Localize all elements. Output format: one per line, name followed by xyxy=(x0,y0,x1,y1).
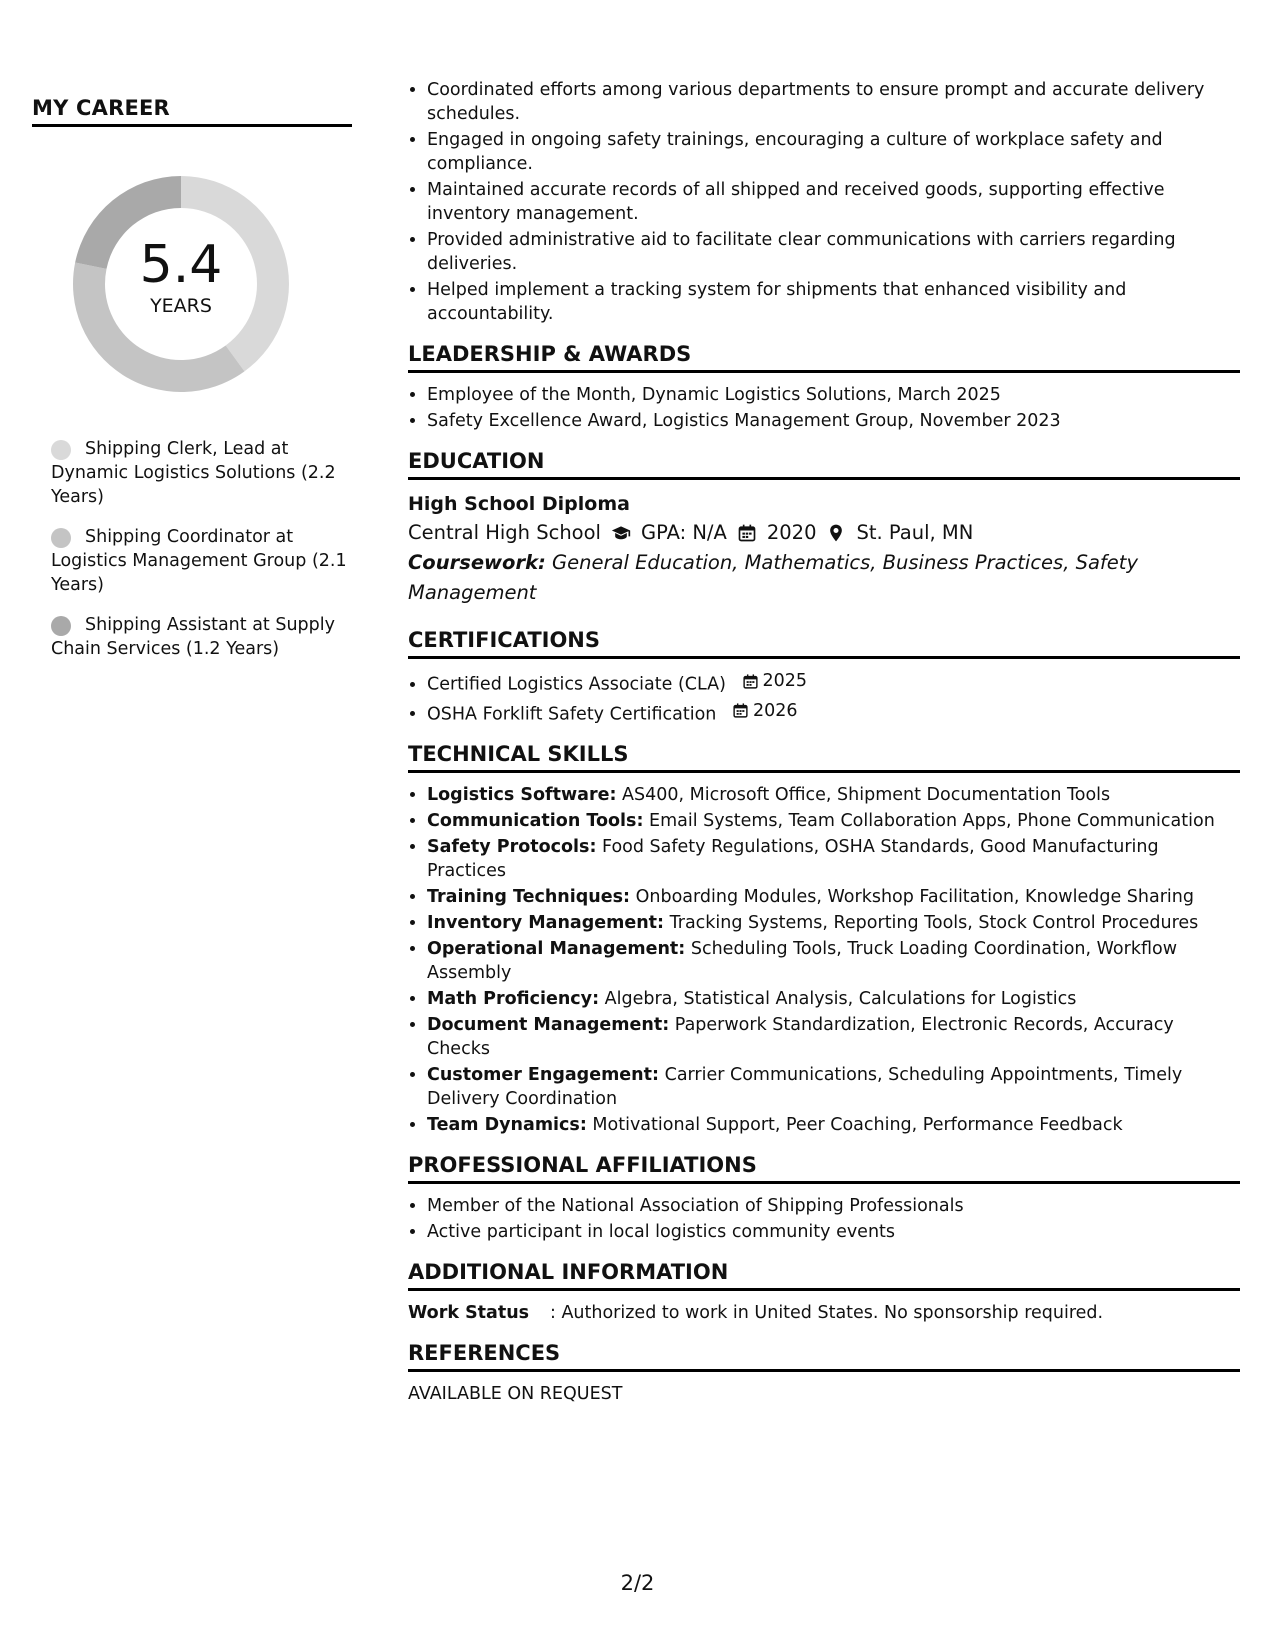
certification-year: 2026 xyxy=(752,700,798,721)
affiliations-section-title: PROFESSIONAL AFFILIATIONS xyxy=(408,1153,1240,1184)
education-details xyxy=(408,518,1240,548)
legend-dot-job-1 xyxy=(51,440,71,460)
skill-item xyxy=(427,937,1240,985)
skill-values: Onboarding Modules, Workshop Facilitation, Knowledge Sharing xyxy=(635,887,1194,907)
skill-category: Customer Engagement: xyxy=(427,1065,660,1085)
skill-item xyxy=(427,1013,1240,1061)
skill-values: Email Systems, Team Collaboration Apps, Phone Communication xyxy=(649,811,1215,831)
skill-item xyxy=(427,1063,1240,1111)
certification-date xyxy=(732,699,798,723)
certifications-list xyxy=(408,669,1240,726)
legend-label-job-1: Shipping Clerk, Lead at Dynamic Logistics Solutions (2.2 Years) xyxy=(51,439,336,507)
experience-bullet: • Engaged in ongoing safety trainings, encouraging a culture of workplace safety and compliance. xyxy=(427,128,1240,176)
calendar-icon xyxy=(732,702,749,719)
affiliations-list xyxy=(408,1194,1240,1244)
work-status-row xyxy=(408,1301,1240,1325)
skill-category: Training Techniques: xyxy=(427,887,631,907)
work-status-label: Work Status xyxy=(408,1303,530,1323)
legend-dot-job-2 xyxy=(51,528,71,548)
skill-values: AS400, Microsoft Office, Shipment Documentation Tools xyxy=(622,785,1111,805)
skill-category: Inventory Management: xyxy=(427,913,665,933)
career-legend xyxy=(32,437,351,661)
skill-item xyxy=(427,783,1240,807)
certification-item xyxy=(427,699,1240,727)
experience-bullet-list xyxy=(408,78,1240,326)
skill-item xyxy=(427,835,1240,883)
skill-item xyxy=(427,911,1240,935)
skill-category: Operational Management: xyxy=(427,939,686,959)
coursework-label: Coursework: xyxy=(408,551,546,574)
main-content xyxy=(408,78,1240,1406)
total-years-value: 5.4 xyxy=(139,235,223,295)
career-sidebar xyxy=(32,96,352,677)
experience-bullet: • Provided administrative aid to facilitate clear communications with carriers regarding deliveries. xyxy=(427,228,1240,276)
education-year: 2020 xyxy=(766,521,817,544)
skill-item xyxy=(427,885,1240,909)
education-location: St. Paul, MN xyxy=(856,521,974,544)
career-donut-chart xyxy=(66,169,296,399)
award-item: • Safety Excellence Award, Logistics Management Group, November 2023 xyxy=(427,409,1240,433)
award-item: • Employee of the Month, Dynamic Logistics Solutions, March 2025 xyxy=(427,383,1240,407)
leadership-list xyxy=(408,383,1240,433)
certification-name: OSHA Forklift Safety Certification xyxy=(427,704,717,724)
education-school: Central High School xyxy=(408,521,601,544)
leadership-section-title: LEADERSHIP & AWARDS xyxy=(408,342,1240,373)
skill-item xyxy=(427,987,1240,1011)
skill-values: Motivational Support, Peer Coaching, Performance Feedback xyxy=(592,1115,1123,1135)
experience-bullet: • Maintained accurate records of all shipped and received goods, supporting effective inventory management. xyxy=(427,178,1240,226)
experience-bullet: • Coordinated efforts among various departments to ensure prompt and accurate delivery schedules. xyxy=(427,78,1240,126)
skill-category: Document Management: xyxy=(427,1015,670,1035)
skill-category: Safety Protocols: xyxy=(427,837,597,857)
certifications-section-title: CERTIFICATIONS xyxy=(408,628,1240,659)
additional-section-title: ADDITIONAL INFORMATION xyxy=(408,1260,1240,1291)
skill-category: Math Proficiency: xyxy=(427,989,600,1009)
skills-list xyxy=(408,783,1240,1137)
certification-name: Certified Logistics Associate (CLA) xyxy=(427,674,726,695)
experience-bullet: • Helped implement a tracking system for shipments that enhanced visibility and accountability. xyxy=(427,278,1240,326)
calendar-icon xyxy=(742,673,759,690)
education-gpa: GPA: N/A xyxy=(640,521,727,544)
references-text: AVAILABLE ON REQUEST xyxy=(408,1384,623,1404)
graduation-cap-icon xyxy=(611,523,631,543)
calendar-icon xyxy=(737,523,757,543)
skill-values: Carrier Communications, Scheduling Appointments, Timely Delivery Coordination xyxy=(427,1065,1183,1109)
legend-item-job-1 xyxy=(51,437,351,509)
legend-label-job-2: Shipping Coordinator at Logistics Management Group (2.1 Years) xyxy=(51,527,347,595)
map-pin-icon xyxy=(826,523,846,543)
skill-values: Tracking Systems, Reporting Tools, Stock Control Procedures xyxy=(669,913,1199,933)
legend-item-job-3 xyxy=(51,613,351,661)
skill-category: Team Dynamics: xyxy=(427,1115,587,1135)
skill-values: Paperwork Standardization, Electronic Records, Accuracy Checks xyxy=(427,1015,1174,1059)
total-years-unit: YEARS xyxy=(150,295,212,317)
certification-year: 2025 xyxy=(762,671,808,691)
legend-item-job-2 xyxy=(51,525,351,597)
references-section-title: REFERENCES xyxy=(408,1341,1240,1372)
education-coursework xyxy=(408,548,1240,608)
affiliation-item: • Active participant in local logistics community events xyxy=(427,1220,1240,1244)
legend-label-job-3: Shipping Assistant at Supply Chain Services (1.2 Years) xyxy=(51,615,335,659)
skill-item xyxy=(427,1113,1240,1137)
education-section-title: EDUCATION xyxy=(408,449,1240,480)
certification-date xyxy=(742,669,808,693)
skill-item xyxy=(427,809,1240,833)
coursework-text: General Education, Mathematics, Business Practices, Safety Management xyxy=(408,551,1138,604)
education-degree: High School Diploma xyxy=(408,493,630,515)
donut-center xyxy=(66,169,296,399)
career-heading: MY CAREER xyxy=(32,96,352,127)
skills-section-title: TECHNICAL SKILLS xyxy=(408,742,1240,773)
work-status-value: : Authorized to work in United States. No sponsorship required. xyxy=(550,1303,1104,1323)
skill-category: Communication Tools: xyxy=(427,811,644,831)
affiliation-item: • Member of the National Association of Shipping Professionals xyxy=(427,1194,1240,1218)
skill-values: Food Safety Regulations, OSHA Standards, Good Manufacturing Practices xyxy=(427,837,1159,881)
certification-item xyxy=(427,669,1240,697)
skill-values: Algebra, Statistical Analysis, Calculations for Logistics xyxy=(604,989,1077,1009)
skill-category: Logistics Software: xyxy=(427,785,617,805)
page-number: 2/2 xyxy=(620,1571,655,1595)
skill-values: Scheduling Tools, Truck Loading Coordination, Workflow Assembly xyxy=(427,939,1178,983)
legend-dot-job-3 xyxy=(51,616,71,636)
